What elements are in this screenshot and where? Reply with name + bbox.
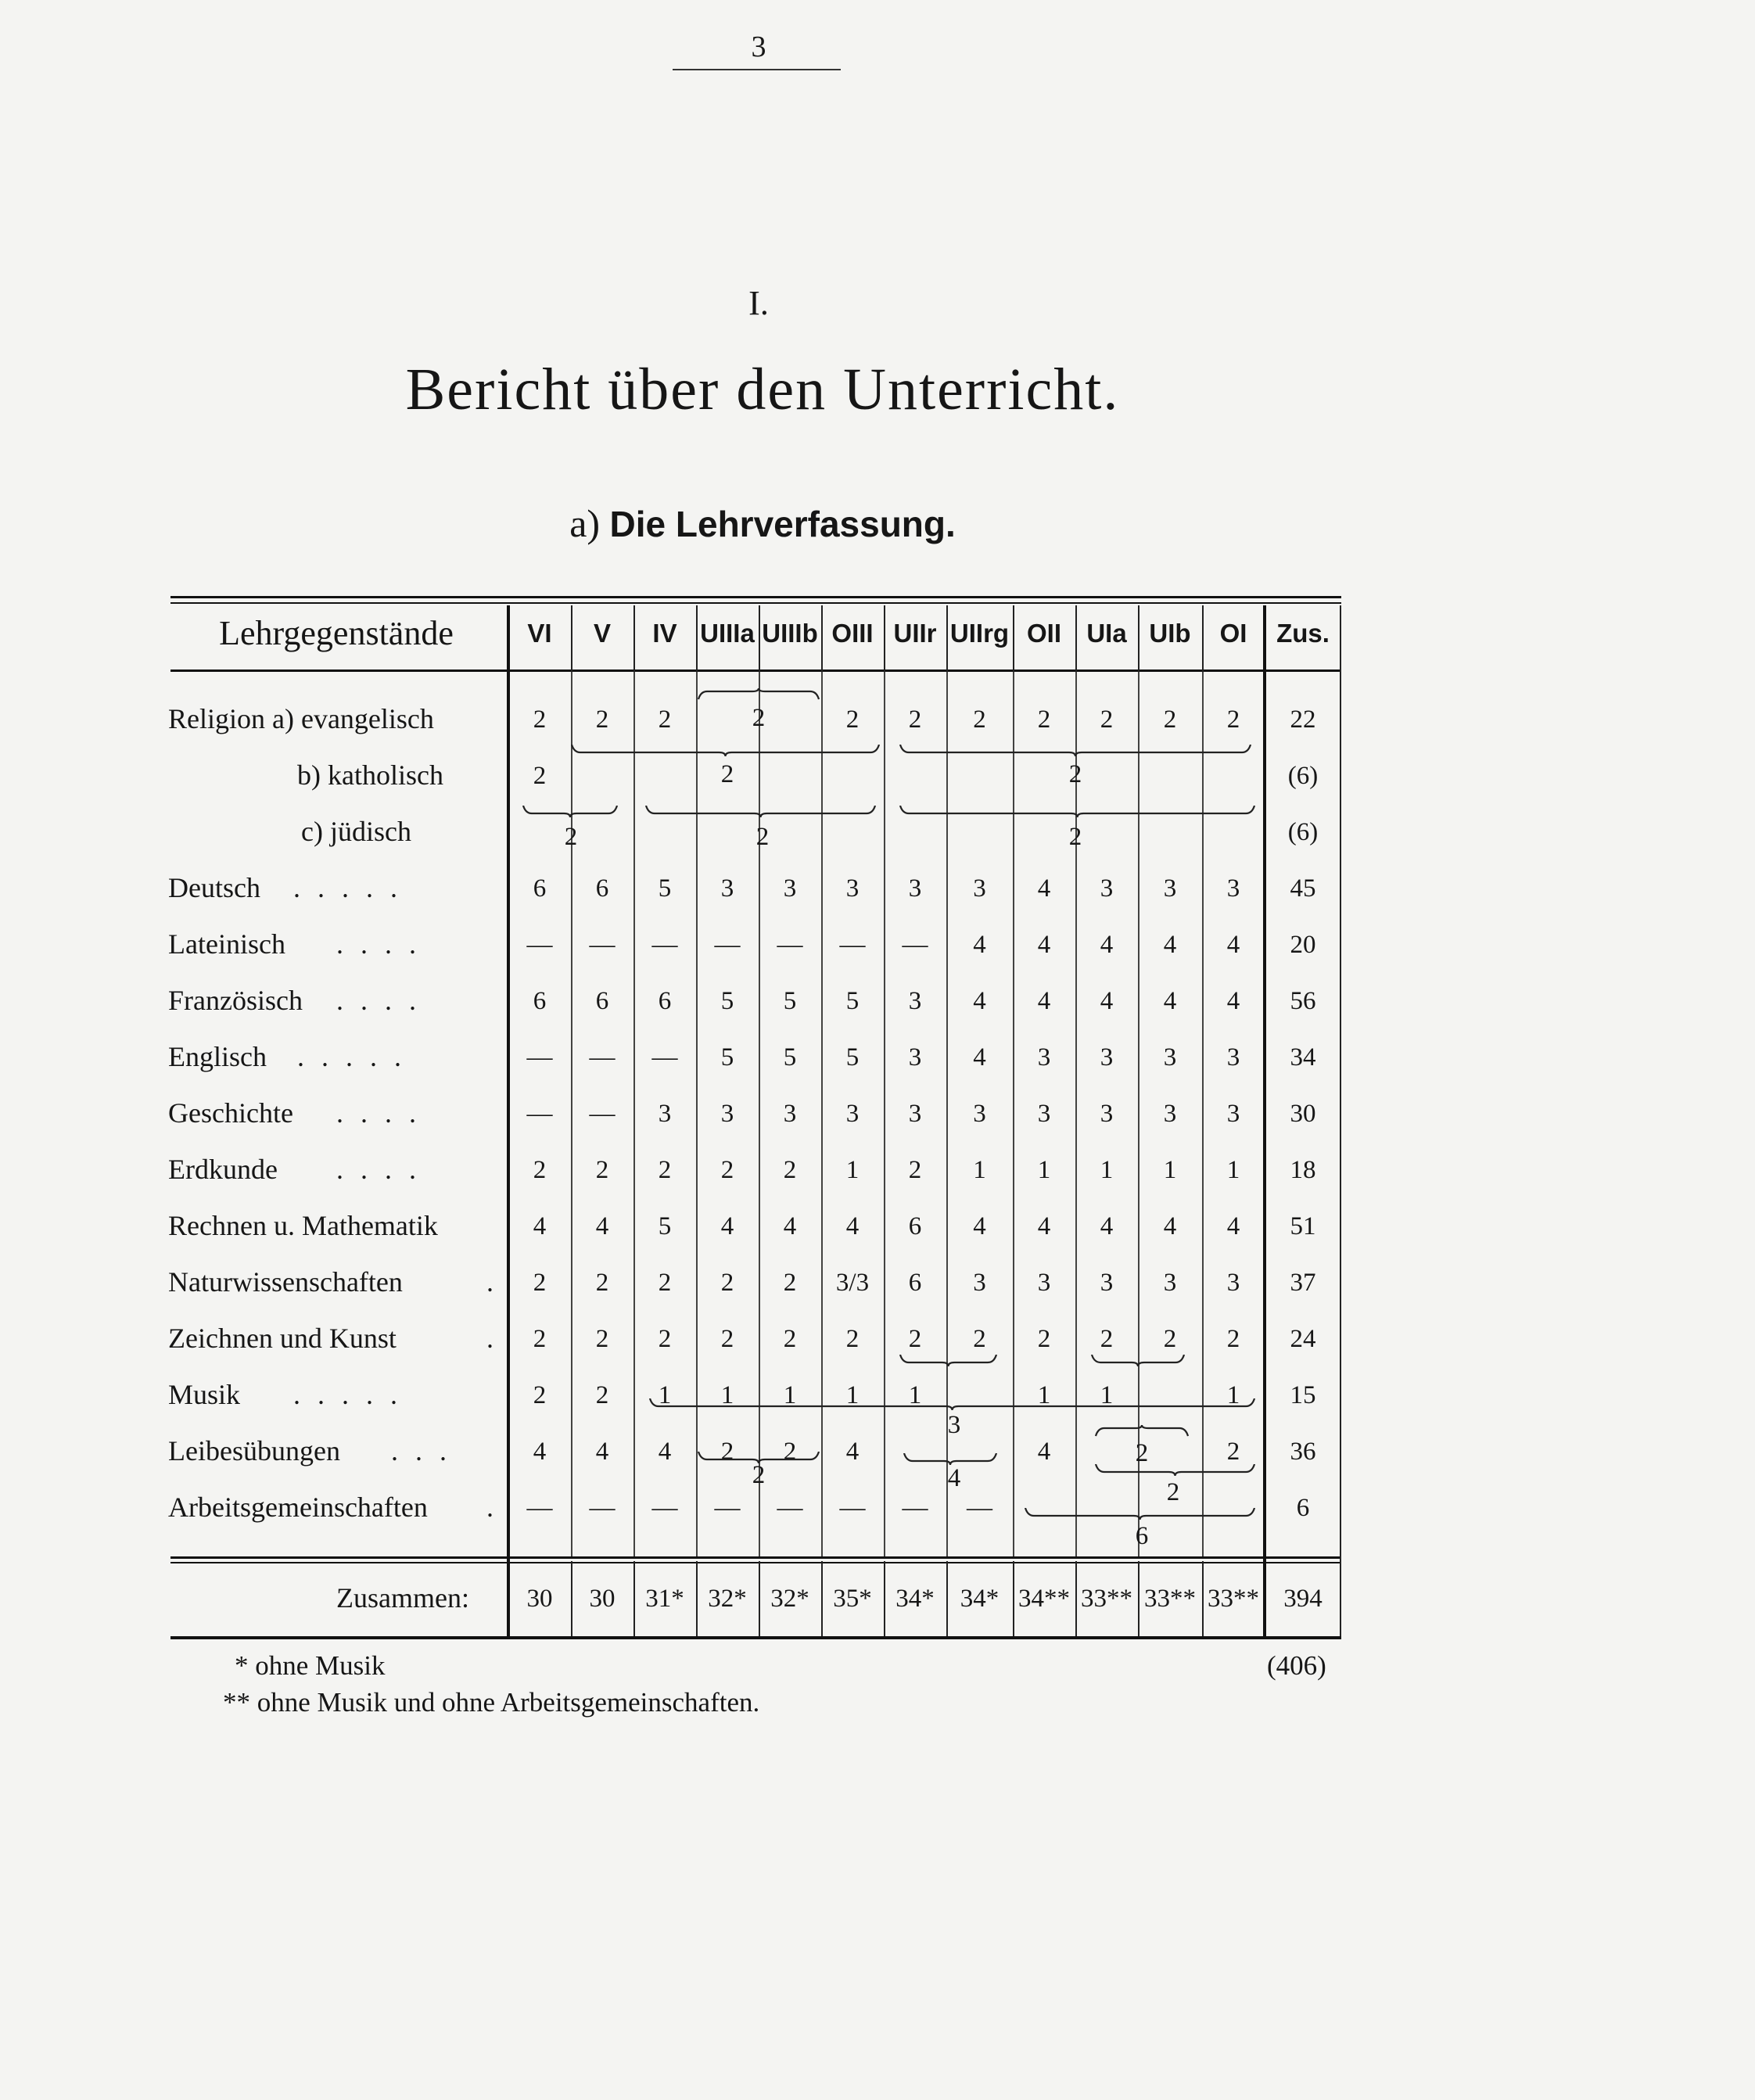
cell: 4 [720,1212,734,1240]
cell: 2 [533,1325,547,1353]
cell: 2 [658,1156,672,1184]
cell: 3 [1037,1100,1051,1128]
row-label: Zeichnen und Kunst [168,1323,397,1354]
cell: 4 [973,1212,986,1240]
cell: 4 [1037,874,1051,903]
row-total: (6) [1287,818,1319,846]
cell: 2 [845,705,860,734]
class-header-oiii: OIII [831,619,874,648]
cell: 3 [908,874,922,903]
grouping-brace [645,806,876,818]
row-label: b) katholisch [297,759,443,791]
cell: 2 [595,1156,609,1184]
cell: 4 [783,1212,797,1240]
sum-cell: 32* [708,1585,747,1613]
cell: — [526,1043,553,1072]
cell: — [839,931,866,959]
row-total: (6) [1287,762,1319,790]
cell: 1 [908,1381,922,1409]
row-label: Religion a) evangelisch [168,703,434,734]
sum-top-rule-2 [170,1562,1341,1563]
cell: 1 [1100,1381,1114,1409]
cell: 1 [658,1381,672,1409]
row-leader-dots: .... [336,1154,433,1185]
row-leader-dots: ..... [293,872,415,903]
class-header-uiiia: UIIIa [700,619,755,648]
cell: 4 [1037,987,1051,1015]
cell: 2 [533,762,547,790]
class-header-uib: UIb [1149,619,1191,648]
cell: 2 [658,1325,672,1353]
cell: 4 [595,1438,609,1466]
cell: 2 [1100,705,1114,734]
cell: 2 [720,1156,734,1184]
row-total: 56 [1290,987,1316,1015]
row-label: Naturwissenschaften [168,1266,403,1298]
row-total: 30 [1290,1100,1316,1128]
cell: 4 [973,931,986,959]
cell: 4 [533,1438,547,1466]
merged-value: 2 [564,823,578,851]
cell: 2 [720,1438,734,1466]
section-heading [0,501,1525,546]
grouping-brace [899,745,1251,757]
cell: 4 [973,1043,986,1072]
cell: 2 [720,1269,734,1297]
class-header-oi: OI [1219,619,1247,648]
merged-value: 2 [1166,1478,1180,1506]
cell: 3 [973,1269,986,1297]
row-leader-dots: . [486,1266,511,1298]
cell: 2 [1226,705,1240,734]
cell: 6 [533,987,547,1015]
cell: 1 [1100,1156,1114,1184]
row-total: 24 [1290,1325,1316,1353]
cell: 6 [908,1212,922,1240]
row-leader-dots: .... [336,1097,433,1129]
cell: 4 [1100,987,1114,1015]
sum-cell: 30 [589,1585,616,1613]
cell: 3 [783,1100,797,1128]
class-header-v: V [593,619,611,648]
cell: 3 [908,1100,922,1128]
cell: 3 [845,1100,860,1128]
sum-cell: 30 [526,1585,553,1613]
sum-label: Zusammen: [336,1582,469,1614]
row-label: c) jüdisch [301,816,411,847]
merged-value: 2 [1068,823,1082,851]
cell: 2 [1037,705,1051,734]
merged-value: 2 [752,704,766,732]
cell: 4 [1100,1212,1114,1240]
cell: 2 [533,1156,547,1184]
cell: 2 [1100,1325,1114,1353]
cell: 2 [658,705,672,734]
page-number: 3 [751,31,766,63]
sum-total: 394 [1283,1585,1323,1613]
cell: 4 [1226,987,1240,1015]
cell: — [902,1494,928,1522]
cell: 3 [1226,1043,1240,1072]
cell: 6 [595,987,609,1015]
cell: — [526,1100,553,1128]
cell: 2 [783,1325,797,1353]
cell: 4 [533,1212,547,1240]
cell: 3 [845,874,860,903]
footnote-1 [235,1650,386,1682]
cell: 4 [1037,931,1051,959]
row-label: Deutsch [168,872,260,903]
row-label: Musik [168,1379,241,1410]
cell: 5 [783,987,797,1015]
cell: 5 [658,1212,672,1240]
cell: 2 [533,1381,547,1409]
cell: — [651,931,678,959]
table-bottom-rule [170,1636,1341,1639]
cell: 3 [1100,1269,1114,1297]
cell: 2 [783,1438,797,1466]
cell: — [651,1494,678,1522]
cell: 1 [845,1156,860,1184]
cell: — [777,1494,803,1522]
sum-cell: 34** [1018,1585,1070,1613]
sum-cell: 32* [770,1585,809,1613]
page-title: Bericht über den Unterricht. [405,357,1120,422]
cell: 2 [1226,1438,1240,1466]
cell: 2 [783,1269,797,1297]
cell: 6 [658,987,672,1015]
cell: 2 [783,1156,797,1184]
cell: — [526,1494,553,1522]
cell: 3 [1100,1043,1114,1072]
cell: — [589,931,616,959]
row-label: Rechnen u. Mathematik [168,1210,438,1241]
grouping-brace [1095,1425,1189,1438]
cell: — [902,931,928,959]
cell: 2 [973,705,986,734]
cell: 3 [1100,874,1114,903]
cell: 2 [908,1325,922,1353]
chapter-numeral: I. [748,284,769,322]
row-total: 18 [1290,1156,1316,1184]
header-bottom-rule [170,669,1341,672]
row-label: Französisch [168,985,303,1016]
cell: 3 [1163,1269,1177,1297]
cell: 4 [1037,1212,1051,1240]
cell: 3 [1163,1100,1177,1128]
cell: 1 [783,1381,797,1409]
cell: 2 [973,1325,986,1353]
class-header-uiiib: UIIIb [762,619,818,648]
grouping-brace [1091,1355,1185,1367]
cell: 4 [1226,1212,1240,1240]
cell: — [651,1043,678,1072]
cell: 4 [1163,931,1177,959]
row-leader-dots: .... [336,928,433,960]
sum-cell: 33** [1081,1585,1132,1613]
cell: 1 [973,1156,986,1184]
cell: 2 [595,1381,609,1409]
sum-cell: 31* [645,1585,684,1613]
grouping-brace [899,1355,997,1367]
row-leader-dots: .... [336,985,433,1016]
cell: 5 [658,874,672,903]
cell: 4 [845,1212,860,1240]
cell: 2 [658,1269,672,1297]
row-leader-dots: ... [391,1435,464,1466]
cell: 5 [783,1043,797,1072]
table-top-rule-1 [170,596,1341,598]
cell: 3 [1226,1100,1240,1128]
row-label: Leibesübungen [168,1435,340,1466]
row-leader-dots: ..... [297,1041,418,1072]
merged-value: 2 [720,760,734,788]
cell: 3 [720,874,734,903]
cell: 4 [1037,1438,1051,1466]
merged-value: 6 [1135,1522,1149,1550]
cell: 1 [1226,1156,1240,1184]
cell: 3 [1226,1269,1240,1297]
sum-cell: 33** [1208,1585,1259,1613]
row-label: Lateinisch [168,928,285,960]
sum-cell: 34* [960,1585,1000,1613]
row-total: 22 [1290,705,1316,734]
cell: 3 [908,987,922,1015]
cell: — [839,1494,866,1522]
sum-cell: 34* [895,1585,935,1613]
cell: 4 [1100,931,1114,959]
row-total: 37 [1290,1269,1316,1297]
total-header: Zus. [1276,619,1330,648]
cell: 4 [595,1212,609,1240]
cell: 3 [783,874,797,903]
sum-cell: 33** [1144,1585,1196,1613]
merged-value: 3 [947,1411,961,1439]
cell: 1 [1226,1381,1240,1409]
cell: 3 [1226,874,1240,903]
cell: 3/3 [835,1269,870,1297]
section-title: Die Lehrverfassung. [609,504,956,544]
merged-value: 2 [1135,1439,1149,1467]
cell: 2 [595,705,609,734]
cell: — [714,1494,741,1522]
sum-top-rule-1 [170,1556,1341,1559]
cell: — [589,1043,616,1072]
cell: 2 [533,705,547,734]
class-header-uia: UIa [1086,619,1127,648]
cell: 1 [1163,1156,1177,1184]
cell: — [967,1494,992,1522]
row-leader-dots: ..... [293,1379,415,1410]
cell: 4 [1163,987,1177,1015]
grouping-brace [1025,1508,1255,1520]
cell: 3 [908,1043,922,1072]
class-header-oii: OII [1026,619,1061,648]
cell: 6 [533,874,547,903]
class-header-vi: VI [527,619,552,648]
cell: 4 [845,1438,860,1466]
footnote-2-mark: ** [223,1687,250,1718]
merged-value: 2 [1068,760,1082,788]
table-top-rule-2 [170,602,1341,604]
page-number-rule [673,69,841,70]
cell: 2 [595,1269,609,1297]
row-label: Englisch [168,1041,267,1072]
cell: 3 [1163,1043,1177,1072]
row-total: 20 [1290,931,1316,959]
cell: 5 [845,987,860,1015]
grouping-brace [571,745,880,757]
cell: 2 [720,1325,734,1353]
cell: 2 [533,1269,547,1297]
section-prefix: a) [569,501,601,545]
footnote-2 [223,1687,759,1718]
cell: 1 [720,1381,734,1409]
grouping-brace [698,688,820,701]
cell: 1 [1037,1381,1051,1409]
cell: 2 [1226,1325,1240,1353]
grand-total: (406) [1267,1650,1326,1681]
cell: — [589,1100,616,1128]
cell: 5 [720,1043,734,1072]
row-total: 51 [1290,1212,1316,1240]
cell: 1 [1037,1156,1051,1184]
cell: 2 [1163,705,1177,734]
row-total: 6 [1296,1494,1310,1522]
merged-value: 2 [752,1461,766,1489]
footnote-1-text: ohne Musik [255,1650,386,1681]
cell: 2 [595,1325,609,1353]
row-total: 34 [1290,1043,1316,1072]
cell: — [714,931,741,959]
cell: 2 [1037,1325,1051,1353]
cell: 4 [973,987,986,1015]
cell: 3 [720,1100,734,1128]
cell: 4 [1226,931,1240,959]
sum-cell: 35* [833,1585,872,1613]
cell: 4 [1163,1212,1177,1240]
cell: — [589,1494,616,1522]
cell: 6 [908,1269,922,1297]
grouping-brace [899,806,1255,818]
cell: 3 [658,1100,672,1128]
row-label: Geschichte [168,1097,293,1129]
merged-value: 4 [947,1464,961,1492]
cell: — [777,931,803,959]
row-label: Arbeitsgemeinschaften [168,1492,428,1523]
merged-value: 2 [755,823,770,851]
cell: 1 [845,1381,860,1409]
row-leader-dots: . [486,1492,511,1523]
cell: 3 [1163,874,1177,903]
subject-header: Lehrgegenstände [219,614,454,652]
row-label: Erdkunde [168,1154,278,1185]
footnote-1-mark: * [235,1650,249,1681]
cell: 2 [845,1325,860,1353]
cell: 2 [908,705,922,734]
cell: 3 [1037,1269,1051,1297]
class-header-iv: IV [652,619,677,648]
cell: 3 [1037,1043,1051,1072]
row-leader-dots: . [486,1323,511,1354]
grouping-brace [522,806,618,818]
cell: 4 [658,1438,672,1466]
footnote-2-text: ohne Musik und ohne Arbeitsgemeinschaften. [257,1687,760,1718]
cell: 2 [1163,1325,1177,1353]
cell: 6 [595,874,609,903]
cell: 5 [720,987,734,1015]
cell: 2 [908,1156,922,1184]
row-total: 15 [1290,1381,1316,1409]
class-header-uiir: UIIr [893,619,937,648]
cell: 3 [973,1100,986,1128]
cell: 3 [973,874,986,903]
class-header-uiirg: UIIrg [949,619,1010,648]
row-total: 36 [1290,1438,1316,1466]
cell: — [526,931,553,959]
cell: 5 [845,1043,860,1072]
row-total: 45 [1290,874,1316,903]
cell: 3 [1100,1100,1114,1128]
grouping-brace [1095,1464,1255,1477]
